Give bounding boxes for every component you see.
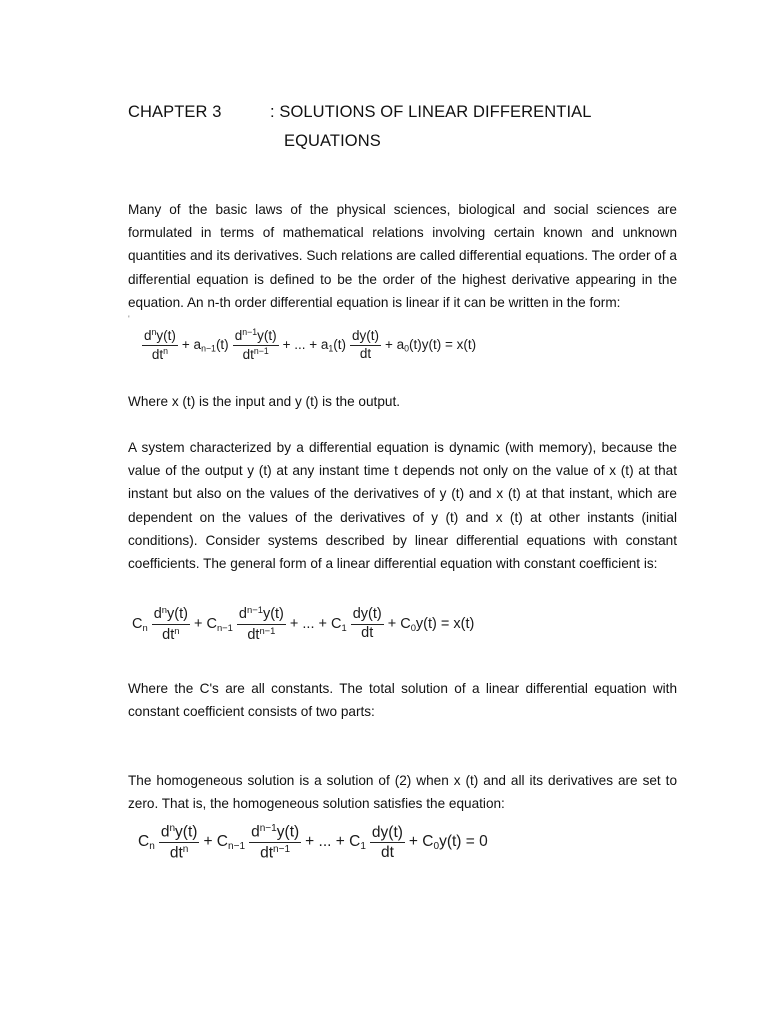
fraction-first-derivative: $\frac{dy(t)}{dt}$ [371,823,403,861]
equation-constant-coefficients: $C_n$ $\frac{d^ny(t)}{dt^n}$ + $C_{n-1}$ $\frac{d^{n-1}y(t)}{dt^{n-1}}$ + ... + $C_1$ $\frac{dy(t)}{dt}$ + $C_0y(t) = x(t)$ [132,604,475,644]
equation-homogeneous: $C_n$ $\frac{d^ny(t)}{dt^n}$ + $C_{n-1}$ $\frac{d^{n-1}y(t)}{dt^{n-1}}$ + ... + $C_1$ $\frac{dy(t)}{dt}$ + $C_0y(t) = 0$ [138,823,488,862]
fraction-nth-derivative: $\frac{d^ny(t)}{dt^n}$ [153,604,188,644]
fraction-n1-derivative: $\frac{d^{n-1}y(t)}{dt^{n-1}}$ [238,604,284,644]
fraction-first-derivative: $\frac{dy(t)}{dt}$ [352,327,379,361]
fraction-nth-derivative: $\frac{d^ny(t)}{dt^n}$ [144,327,176,362]
equation-general-linear: $\frac{d^ny(t)}{dt^n}$ + $a_{n-1}(t)$ $\frac{d^{n-1}y(t)}{dt^{n-1}}$ + ... + $a_1(t)$ $\frac{dy(t)}{dt}$ + $a_0(t)y(t) = x(t)$ [144,327,477,362]
fraction-first-derivative: $\frac{dy(t)}{dt}$ [352,606,382,642]
input-output-paragraph: Where x (t) is the input and y (t) is the output. [128,394,400,409]
fraction-nth-derivative: $\frac{d^ny(t)}{dt^n}$ [160,823,198,862]
fraction-n1-derivative: $\frac{d^{n-1}y(t)}{dt^{n-1}}$ [234,327,277,362]
chapter-title-line2: EQUATIONS [284,132,381,150]
chapter-heading [128,98,592,156]
intro-paragraph: Many of the basic laws of the physical sciences, biological and social sciences are formulated in terms of mathematical relations involving certain known and unknown quantities and its derivatives. Such relations are called differential equations. The order of a differential equation is defined to be the order of the highest derivative appearing in the equation. An n-th order differential equation is linear if it can be written in the form: [128,202,677,310]
homogeneous-paragraph: The homogeneous solution is a solution of (2) when x (t) and all its derivatives are set to zero. That is, the homogeneous solution satisfies the equation: [128,773,677,812]
chapter-number: CHAPTER 3 [128,103,222,121]
dynamic-system-paragraph: A system characterized by a differential equation is dynamic (with memory), because the value of the output y (t) at any instant time t depends not only on the value of x (t) at that instant but also on the values of the derivatives of y (t) and x (t) at that instant, which are dependent on the values of the derivatives of y (t) and x (t) at other instants (initial conditions). Consider systems described by linear differential equations with constant coefficients. The general form of a linear differential equation with constant coefficient is: [128,440,677,572]
stray-mark: ' [128,314,130,324]
chapter-title-line1: : SOLUTIONS OF LINEAR DIFFERENTIAL [270,103,592,121]
constants-paragraph: Where the C's are all constants. The total solution of a linear differential equation with constant coefficient consists of two parts: [128,681,677,720]
fraction-n1-derivative: $\frac{d^{n-1}y(t)}{dt^{n-1}}$ [251,823,300,862]
